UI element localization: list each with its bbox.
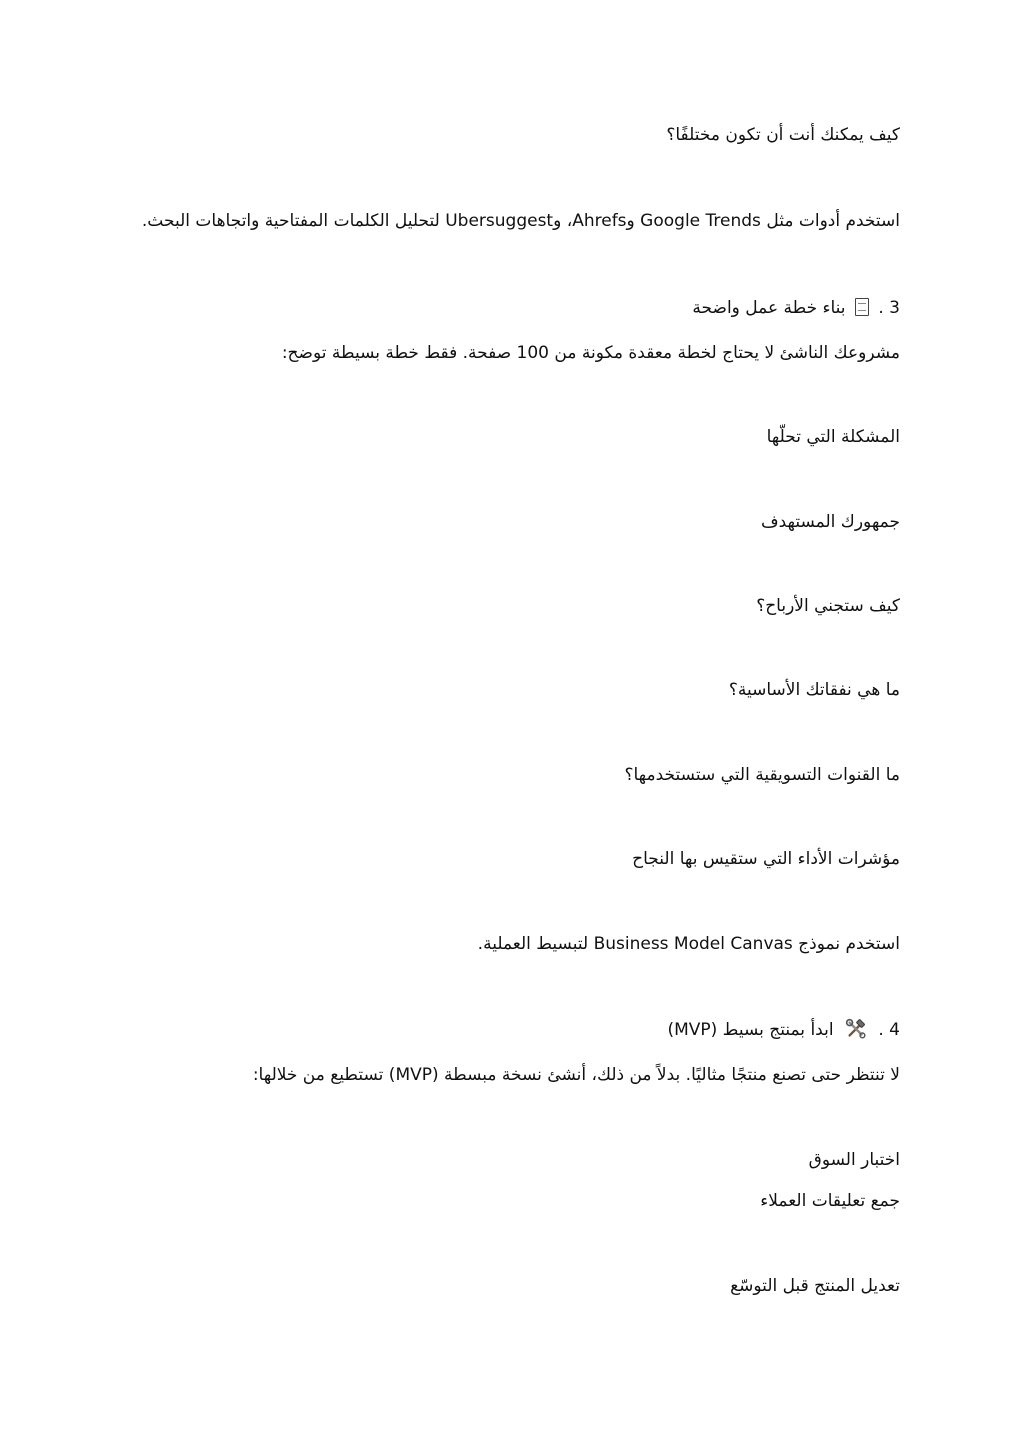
page-facing-up-icon xyxy=(855,298,869,316)
plan-point-costs: ما هي نفقاتك الأساسية؟ xyxy=(728,680,900,700)
plan-point-audience: جمهورك المستهدف xyxy=(761,512,900,532)
section-3-title: بناء خطة عمل واضحة xyxy=(692,298,846,318)
section-3-intro: مشروعك الناشئ لا يحتاج لخطة معقدة مكونة من 100 صفحة. فقط خطة بسيطة توضح: xyxy=(281,343,900,363)
section-4-heading xyxy=(667,1018,900,1042)
mvp-point-adjust: تعديل المنتج قبل التوسّع xyxy=(730,1276,900,1296)
section-4-number: 4 . xyxy=(878,1020,900,1040)
heading-how-different: كيف يمكنك أنت أن تكون مختلفًا؟ xyxy=(666,125,900,145)
mvp-point-market: اختبار السوق xyxy=(808,1150,900,1170)
plan-point-profit: كيف ستجني الأرباح؟ xyxy=(756,596,900,616)
section-4-title: ابدأ بمنتج بسيط (MVP) xyxy=(667,1020,834,1040)
mvp-point-feedback: جمع تعليقات العملاء xyxy=(760,1191,900,1211)
canvas-recommendation: استخدم نموذج Business Model Canvas لتبسيط العملية. xyxy=(477,934,900,954)
plan-point-channels: ما القنوات التسويقية التي ستستخدمها؟ xyxy=(624,765,900,785)
section-4-intro: لا تنتظر حتى تصنع منتجًا مثاليًا. بدلاً من ذلك، أنشئ نسخة مبسطة (MVP) تستطيع من خلالها: xyxy=(252,1065,900,1085)
tools-recommendation: استخدم أدوات مثل Google Trends وAhrefs، وUbersuggest لتحليل الكلمات المفتاحية واتجاهات البحث. xyxy=(141,211,900,231)
section-3-heading xyxy=(692,296,900,320)
section-3-number: 3 . xyxy=(878,298,900,318)
plan-point-problem: المشكلة التي تحلّها xyxy=(766,427,900,447)
hammer-and-wrench-icon xyxy=(845,1018,867,1040)
plan-point-kpis: مؤشرات الأداء التي ستقيس بها النجاح xyxy=(632,849,900,869)
